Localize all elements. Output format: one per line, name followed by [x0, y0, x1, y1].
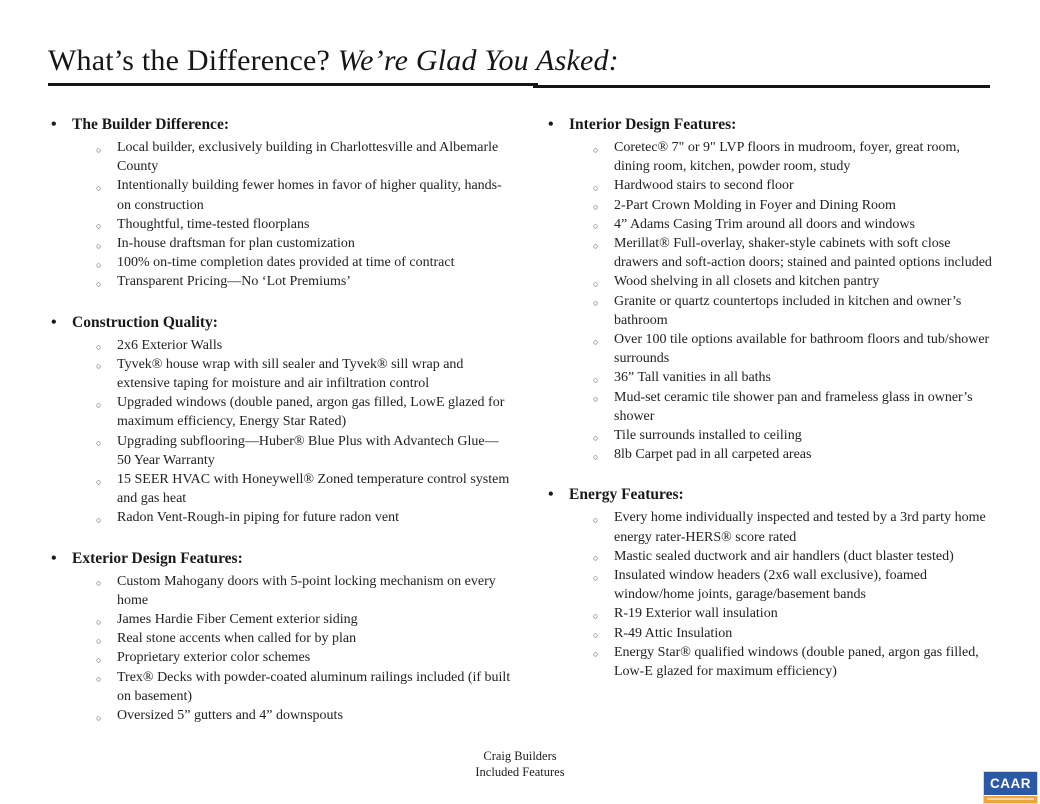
feature-item: ○ Granite or quartz countertops included in kitchen and owner’s bathroom: [593, 292, 992, 330]
section-heading: • Interior Design Features:: [545, 115, 992, 135]
feature-item: ○ 36” Tall vanities in all baths: [593, 368, 992, 387]
feature-item: ○ 2-Part Crown Molding in Foyer and Dining Room: [593, 196, 992, 215]
left-column: [48, 115, 520, 746]
feature-item: ○ 15 SEER HVAC with Honeywell® Zoned temperature control system and gas heat: [96, 470, 512, 508]
feature-item: ○ Upgrading subflooring—Huber® Blue Plus with Advantech Glue—50 Year Warranty: [96, 432, 512, 470]
feature-item: ○ R-19 Exterior wall insulation: [593, 604, 992, 623]
feature-item: ○ Oversized 5” gutters and 4” downspouts: [96, 706, 512, 725]
page-title-italic: We’re Glad You Asked:: [337, 44, 619, 77]
section-heading: • Construction Quality:: [48, 313, 520, 333]
feature-item: ○ Proprietary exterior color schemes: [96, 648, 512, 667]
feature-item: ○ Trex® Decks with powder-coated aluminum railings included (if built on basement): [96, 668, 512, 706]
feature-item: ○ Over 100 tile options available for bathroom floors and tub/shower surrounds: [593, 330, 992, 368]
feature-item: ○ Merillat® Full-overlay, shaker-style cabinets with soft close drawers and soft-action doors; stained and painted options included: [593, 234, 992, 272]
feature-item: ○ Coretec® 7" or 9" LVP floors in mudroom, foyer, great room, dining room, kitchen, powder room, study: [593, 138, 992, 176]
feature-section: [48, 549, 520, 726]
footer-company-name: Craig Builders: [483, 749, 557, 763]
section-heading: • Exterior Design Features:: [48, 549, 520, 569]
feature-list: [545, 138, 992, 464]
feature-item: ○ R-49 Attic Insulation: [593, 624, 992, 643]
feature-list: [48, 336, 520, 528]
feature-item: ○ 4” Adams Casing Trim around all doors and windows: [593, 215, 992, 234]
feature-item: ○ Energy Star® qualified windows (double paned, argon gas filled, Low-E glazed for maximum efficiency): [593, 643, 992, 681]
feature-list: [48, 138, 520, 292]
feature-item: ○ Thoughtful, time-tested floorplans: [96, 215, 512, 234]
feature-item: ○ 8lb Carpet pad in all carpeted areas: [593, 445, 992, 464]
feature-item: ○ Mastic sealed ductwork and air handlers (duct blaster tested): [593, 547, 992, 566]
feature-item: ○ Real stone accents when called for by plan: [96, 629, 512, 648]
caar-logo-text: CAAR: [984, 772, 1037, 795]
feature-list: [48, 572, 520, 726]
feature-item: ○ Mud-set ceramic tile shower pan and frameless glass in owner’s shower: [593, 388, 992, 426]
feature-section: [545, 485, 992, 681]
right-column: [545, 115, 992, 746]
document-footer: [0, 749, 1040, 780]
page-title-regular: What’s the Difference?: [48, 44, 338, 77]
feature-columns: [0, 88, 1040, 746]
feature-item: ○ Tile surrounds installed to ceiling: [593, 426, 992, 445]
feature-item: ○ James Hardie Fiber Cement exterior siding: [96, 610, 512, 629]
feature-item: ○ Tyvek® house wrap with sill sealer and Tyvek® sill wrap and extensive taping for moisture and air infiltration control: [96, 355, 512, 393]
feature-item: ○ Hardwood stairs to second floor: [593, 176, 992, 195]
feature-item: ○ 2x6 Exterior Walls: [96, 336, 512, 355]
feature-section: [48, 115, 520, 292]
caar-logo-tagline-bar: [984, 795, 1037, 803]
feature-item: ○ Intentionally building fewer homes in favor of higher quality, hands-on construction: [96, 176, 512, 214]
feature-section: [48, 313, 520, 528]
feature-item: ○ Upgraded windows (double paned, argon gas filled, LowE glazed for maximum efficiency, Energy Star Rated): [96, 393, 512, 431]
feature-item: ○ 100% on-time completion dates provided at time of contract: [96, 253, 512, 272]
feature-item: ○ Wood shelving in all closets and kitchen pantry: [593, 272, 992, 291]
section-heading: • Energy Features:: [545, 485, 992, 505]
caar-logo: [984, 772, 1037, 803]
feature-item: ○ Local builder, exclusively building in Charlottesville and Albemarle County: [96, 138, 512, 176]
feature-item: ○ Custom Mahogany doors with 5-point locking mechanism on every home: [96, 572, 512, 610]
feature-item: ○ Insulated window headers (2x6 wall exclusive), foamed window/home joints, garage/basement bands: [593, 566, 992, 604]
feature-item: ○ Every home individually inspected and tested by a 3rd party home energy rater-HERS® score rated: [593, 508, 992, 546]
feature-list: [545, 508, 992, 681]
feature-item: ○ In-house draftsman for plan customization: [96, 234, 512, 253]
feature-item: ○ Transparent Pricing—No ‘Lot Premiums’: [96, 272, 512, 291]
feature-section: [545, 115, 992, 464]
section-heading: • The Builder Difference:: [48, 115, 520, 135]
footer-document-name: Included Features: [475, 764, 565, 779]
title-underline-rule: [48, 83, 990, 88]
feature-item: ○ Radon Vent-Rough-in piping for future radon vent: [96, 508, 512, 527]
title-block: [0, 0, 1040, 78]
page-title: [48, 44, 990, 78]
